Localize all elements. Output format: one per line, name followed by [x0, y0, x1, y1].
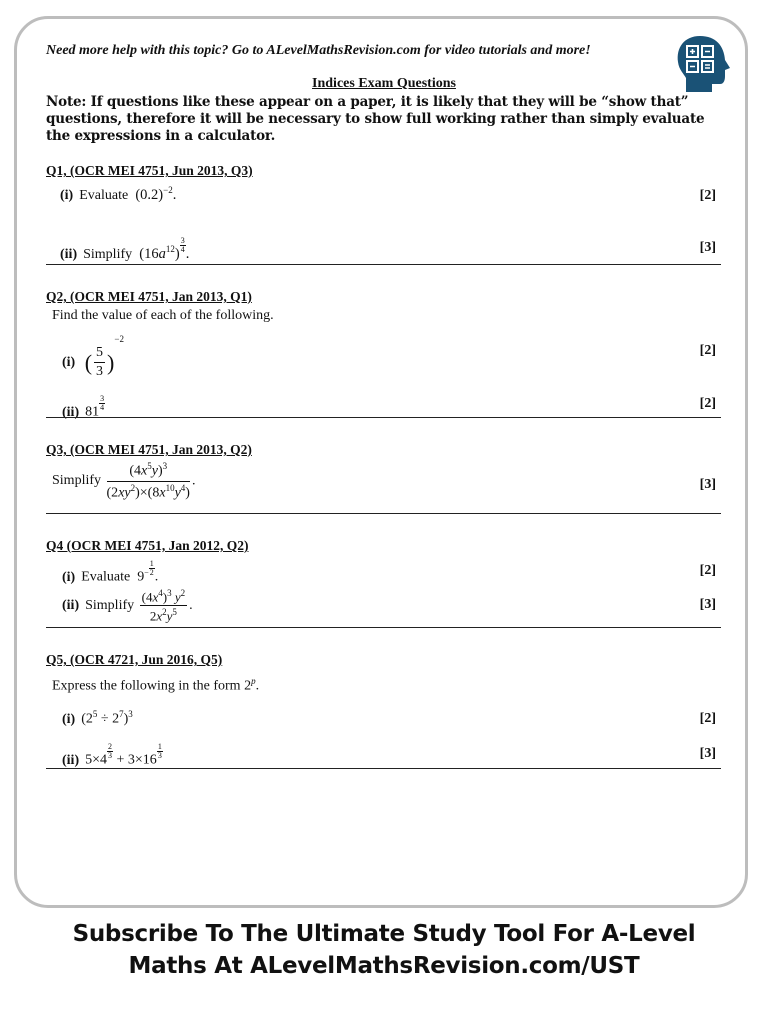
note-text: Note: If questions like these appear on a paper, it is likely that they will be “show that” questions, therefore it will be necessary to show full working rather than simply evaluate the expressions in a calculator. [46, 94, 705, 144]
document-title: Indices Exam Questions [312, 76, 456, 91]
divider [46, 627, 721, 628]
q2-part-ii: (ii) 81 $\frac{3}{4}$ [62, 394, 105, 420]
q5-intro: Express the following in the form 2$^p$. [52, 676, 260, 694]
footer-line-1: Subscribe To The Ultimate Study Tool For A-Level [72, 921, 696, 947]
footer-banner[interactable] [0, 918, 768, 982]
q5-part-ii: (ii) 5×4 $\frac{2}{3}$ + 3×16 $\frac{1}{3}$ [62, 742, 162, 768]
divider [46, 417, 721, 418]
divider [46, 264, 721, 265]
q2-ii-marks: [2] [699, 396, 716, 411]
q4-expression: $\frac{(4x^4)^3 y^2}{2x^2y^5}$ [141, 588, 186, 624]
q5-i-marks: [2] [699, 711, 716, 726]
divider [46, 513, 721, 514]
q2-intro: Find the value of each of the following. [52, 308, 274, 323]
q1-heading: Q1, (OCR MEI 4751, Jun 2013, Q3) [46, 163, 253, 178]
q1-i-marks: [2] [699, 188, 716, 203]
q1-part-ii: (ii) Simplify $(16a^{12})$ $\frac{3}{4}$ . [60, 236, 190, 262]
q1-ii-expression: $(16a^{12})$ $\frac{3}{4}$ . [135, 236, 190, 262]
q4-part-ii: (ii) Simplify $\frac{(4x^4)^3 y^2}{2x^2y^5}$ . [62, 588, 193, 624]
q3-heading: Q3, (OCR MEI 4751, Jan 2013, Q2) [46, 442, 252, 457]
q4-heading: Q4 (OCR MEI 4751, Jan 2012, Q2) [46, 538, 249, 553]
help-banner-text: Need more help with this topic? Go to ALevelMathsRevision.com for video tutorials and more! [46, 43, 591, 58]
q1-i-expression: $(0.2)^{-2}$. [131, 185, 177, 203]
q2-part-i: (i) ( $\frac{5}{3}$ )$^{-2}$ [62, 334, 124, 380]
q1-ii-marks: [3] [699, 240, 716, 255]
q1-part-i: (i) Evaluate $(0.2)^{-2}$. [60, 185, 177, 203]
q2-i-marks: [2] [699, 343, 716, 358]
q3-body: Simplify $\frac{(4x^5y)^3}{(2xy^2)\times(8x^{10}y^4)}$ . [52, 461, 196, 501]
q5-ii-marks: [3] [699, 746, 716, 761]
q4-ii-marks: [3] [699, 597, 716, 612]
q3-marks: [3] [699, 477, 716, 492]
q5-part-i: (i) $(2^5 \div 2^7)^3$ [62, 709, 133, 727]
q2-heading: Q2, (OCR MEI 4751, Jan 2013, Q1) [46, 289, 252, 304]
divider [46, 768, 721, 769]
q3-expression: $\frac{(4x^5y)^3}{(2xy^2)\times(8x^{10}y^4)}$ [106, 461, 190, 501]
q4-i-marks: [2] [699, 563, 716, 578]
footer-line-2: Maths At ALevelMathsRevision.com/UST [128, 953, 640, 979]
q5-heading: Q5, (OCR 4721, Jun 2016, Q5) [46, 652, 223, 667]
q4-part-i: (i) Evaluate 9− $\frac{1}{2}$ . [62, 559, 159, 585]
